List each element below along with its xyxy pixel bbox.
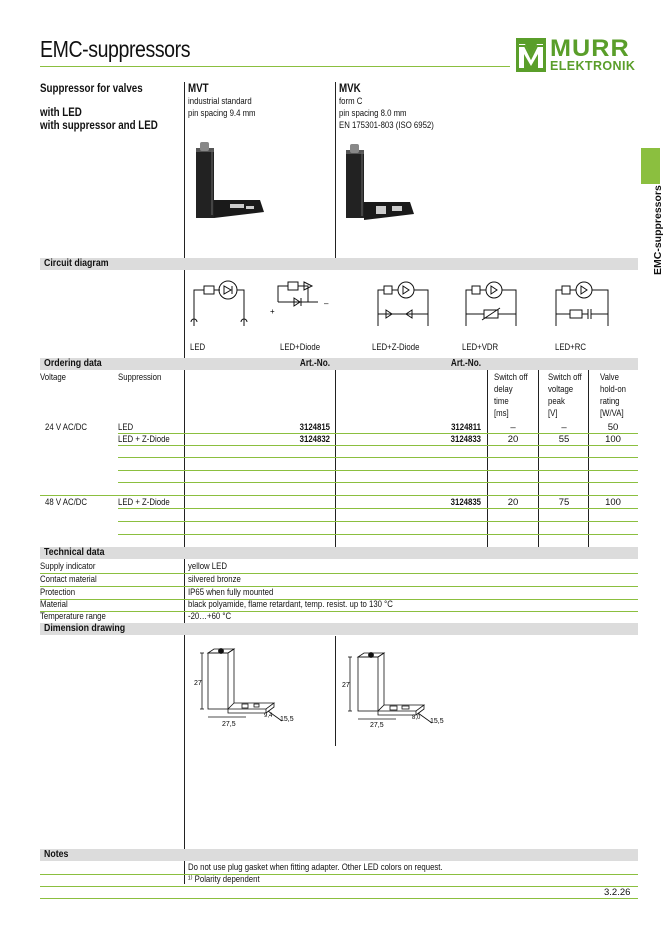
col-suppression-header: Suppression	[118, 372, 162, 383]
col-holdon-l2: hold-on	[600, 384, 626, 395]
col-switch-off-l1: Switch off	[494, 372, 528, 383]
section-technical-data	[40, 547, 638, 559]
tech-value-supply: yellow LED	[188, 561, 227, 572]
notes-row-line	[40, 886, 638, 887]
circuit-led	[188, 272, 268, 332]
mvt-dim-width: 27,5	[222, 721, 236, 728]
order-row-line	[118, 470, 638, 471]
circuit-led-diode	[268, 272, 338, 332]
order-row-line	[40, 495, 638, 496]
column-divider-2c	[335, 636, 336, 746]
section-notes	[40, 849, 638, 861]
dimension-drawing-mvk	[340, 645, 450, 735]
svg-text:+: +	[270, 307, 275, 316]
mvk-dim-pin: 8,0	[412, 715, 421, 721]
mvk-dim-depth: 15,5	[430, 718, 444, 725]
section-dimension-heading: Dimension drawing	[44, 623, 126, 634]
col-holdon-l1: Valve	[600, 372, 619, 383]
col-voltage-header: Voltage	[40, 372, 66, 383]
row1-mvk-artno: 3124811	[451, 422, 481, 433]
svg-text:–: –	[324, 299, 329, 308]
row3-peak: 75	[558, 497, 570, 508]
mvt-dim-depth: 15,5	[280, 716, 294, 723]
product-mvk-photo	[340, 140, 420, 225]
col-switch-off-l4: [ms]	[494, 408, 509, 419]
row1-peak: –	[561, 422, 567, 433]
notes-line1: Do not use plug gasket when fitting adapter. Other LED colors on request.	[188, 862, 443, 873]
product-mvk-desc3: EN 175301-803 (ISO 6952)	[339, 120, 434, 131]
order-row-line	[118, 482, 638, 483]
row1-time: –	[510, 422, 516, 433]
tech-value-contact: silvered bronze	[188, 574, 241, 585]
section-ordering-data	[40, 358, 638, 370]
tech-label-material: Material	[40, 599, 68, 610]
order-row-line	[118, 534, 638, 535]
row3-time: 20	[507, 497, 519, 508]
section-circuit-heading: Circuit diagram	[44, 258, 109, 269]
brand-top: MURR	[550, 35, 630, 62]
tech-value-material: black polyamide, flame retardant, temp. resist. up to 130 °C	[188, 599, 393, 610]
section-circuit-diagram	[40, 258, 638, 270]
circuit-label-led-rc: LED+RC	[555, 342, 586, 353]
section-notes-heading: Notes	[44, 849, 69, 860]
product-mvk-desc2: pin spacing 8.0 mm	[339, 108, 407, 119]
dimension-drawing-mvt	[190, 645, 300, 735]
product-mvt-desc1: industrial standard	[188, 96, 252, 107]
tech-row-line	[40, 611, 638, 612]
circuit-label-led-zdiode: LED+Z-Diode	[372, 342, 420, 353]
page-title: EMC-suppressors	[40, 36, 191, 62]
row2-time: 20	[507, 434, 519, 445]
tech-value-protection: IP65 when fully mounted	[188, 587, 274, 598]
tech-row-line	[40, 586, 638, 587]
side-tab-marker	[641, 148, 660, 184]
header-rule	[40, 66, 510, 67]
col-switch-off-l2: delay	[494, 384, 513, 395]
murr-logo	[516, 35, 638, 74]
order-row-line	[118, 508, 638, 509]
tech-label-protection: Protection	[40, 587, 76, 598]
section-dimension-drawing	[40, 623, 638, 635]
tech-label-supply: Supply indicator	[40, 561, 96, 572]
row2-peak: 55	[558, 434, 570, 445]
side-tab-label: EMC-suppressors	[652, 185, 664, 275]
tech-label-contact: Contact material	[40, 574, 97, 585]
intro-line2: with suppressor and LED	[40, 120, 158, 132]
mvk-dim-height: 27	[342, 682, 350, 689]
circuit-led-zdiode	[372, 272, 436, 332]
column-divider-2	[335, 82, 336, 258]
row3-mvk-artno: 3124835	[450, 497, 481, 508]
order-row-line	[118, 433, 638, 434]
notes-line2: ¹⁾ Polarity dependent	[188, 874, 260, 885]
row2-mvk-artno: 3124833	[450, 434, 481, 445]
product-mvt-name: MVT	[188, 83, 209, 95]
col-holdon-l4: [W/VA]	[600, 408, 624, 419]
col-switch-off-time-header	[494, 372, 535, 420]
row3-suppression: LED + Z-Diode	[118, 497, 170, 508]
col-voltage-peak-l2: voltage	[548, 384, 574, 395]
column-divider-2b	[335, 358, 336, 548]
row3-voltage: 48 V AC/DC	[45, 497, 87, 508]
product-mvt-photo	[190, 140, 270, 225]
art-no-mvt-header: Art.-No.	[299, 358, 330, 369]
row1-suppression: LED	[118, 422, 134, 433]
brand-bottom: ELEKTRONIK	[550, 59, 636, 73]
col-holdon-l3: rating	[600, 396, 620, 407]
section-ordering-heading: Ordering data	[44, 358, 102, 369]
intro-line1: with LED	[40, 107, 82, 119]
col-holdon-header	[600, 372, 632, 420]
mvk-dim-width: 27,5	[370, 722, 384, 729]
col-switch-off-l3: time	[494, 396, 509, 407]
col-voltage-peak-l3: peak	[548, 396, 565, 407]
notes-row-line	[40, 874, 638, 875]
column-divider-1	[184, 82, 185, 884]
col-voltage-peak-header	[548, 372, 589, 420]
intro-title: Suppressor for valves	[40, 83, 143, 95]
row1-mvt-artno: 3124815	[299, 422, 330, 433]
product-mvk-desc1: form C	[339, 96, 363, 107]
row2-mvt-artno: 3124832	[299, 434, 330, 445]
circuit-led-vdr	[460, 272, 524, 332]
mvt-dim-pin: 9,4	[264, 713, 273, 719]
circuit-label-led-diode: LED+Diode	[280, 342, 321, 353]
art-no-mvk-header: Art.-No.	[450, 358, 481, 369]
col-voltage-peak-l1: Switch off	[548, 372, 582, 383]
section-technical-heading: Technical data	[44, 547, 105, 558]
footer-rule	[40, 898, 638, 899]
col-voltage-peak-l4: [V]	[548, 408, 558, 419]
product-mvk-name: MVK	[339, 83, 361, 95]
row2-suppression: LED + Z-Diode	[118, 434, 170, 445]
mvt-dim-height: 27	[194, 680, 202, 687]
circuit-label-led: LED	[190, 342, 206, 353]
circuit-label-led-vdr: LED+VDR	[462, 342, 499, 353]
tech-label-temperature: Temperature range	[40, 611, 106, 622]
order-row-line	[118, 457, 638, 458]
tech-row-line	[40, 573, 638, 574]
row1-holdon: 50	[607, 422, 619, 433]
circuit-led-rc	[550, 272, 620, 332]
order-row-line	[118, 445, 638, 446]
product-mvt-desc2: pin spacing 9.4 mm	[188, 108, 256, 119]
row3-holdon: 100	[605, 497, 621, 508]
row1-voltage: 24 V AC/DC	[45, 422, 87, 433]
page-number: 3.2.26	[604, 887, 631, 898]
order-row-line	[118, 521, 638, 522]
tech-value-temperature: -20…+60 °C	[188, 611, 232, 622]
row2-holdon: 100	[605, 434, 621, 445]
